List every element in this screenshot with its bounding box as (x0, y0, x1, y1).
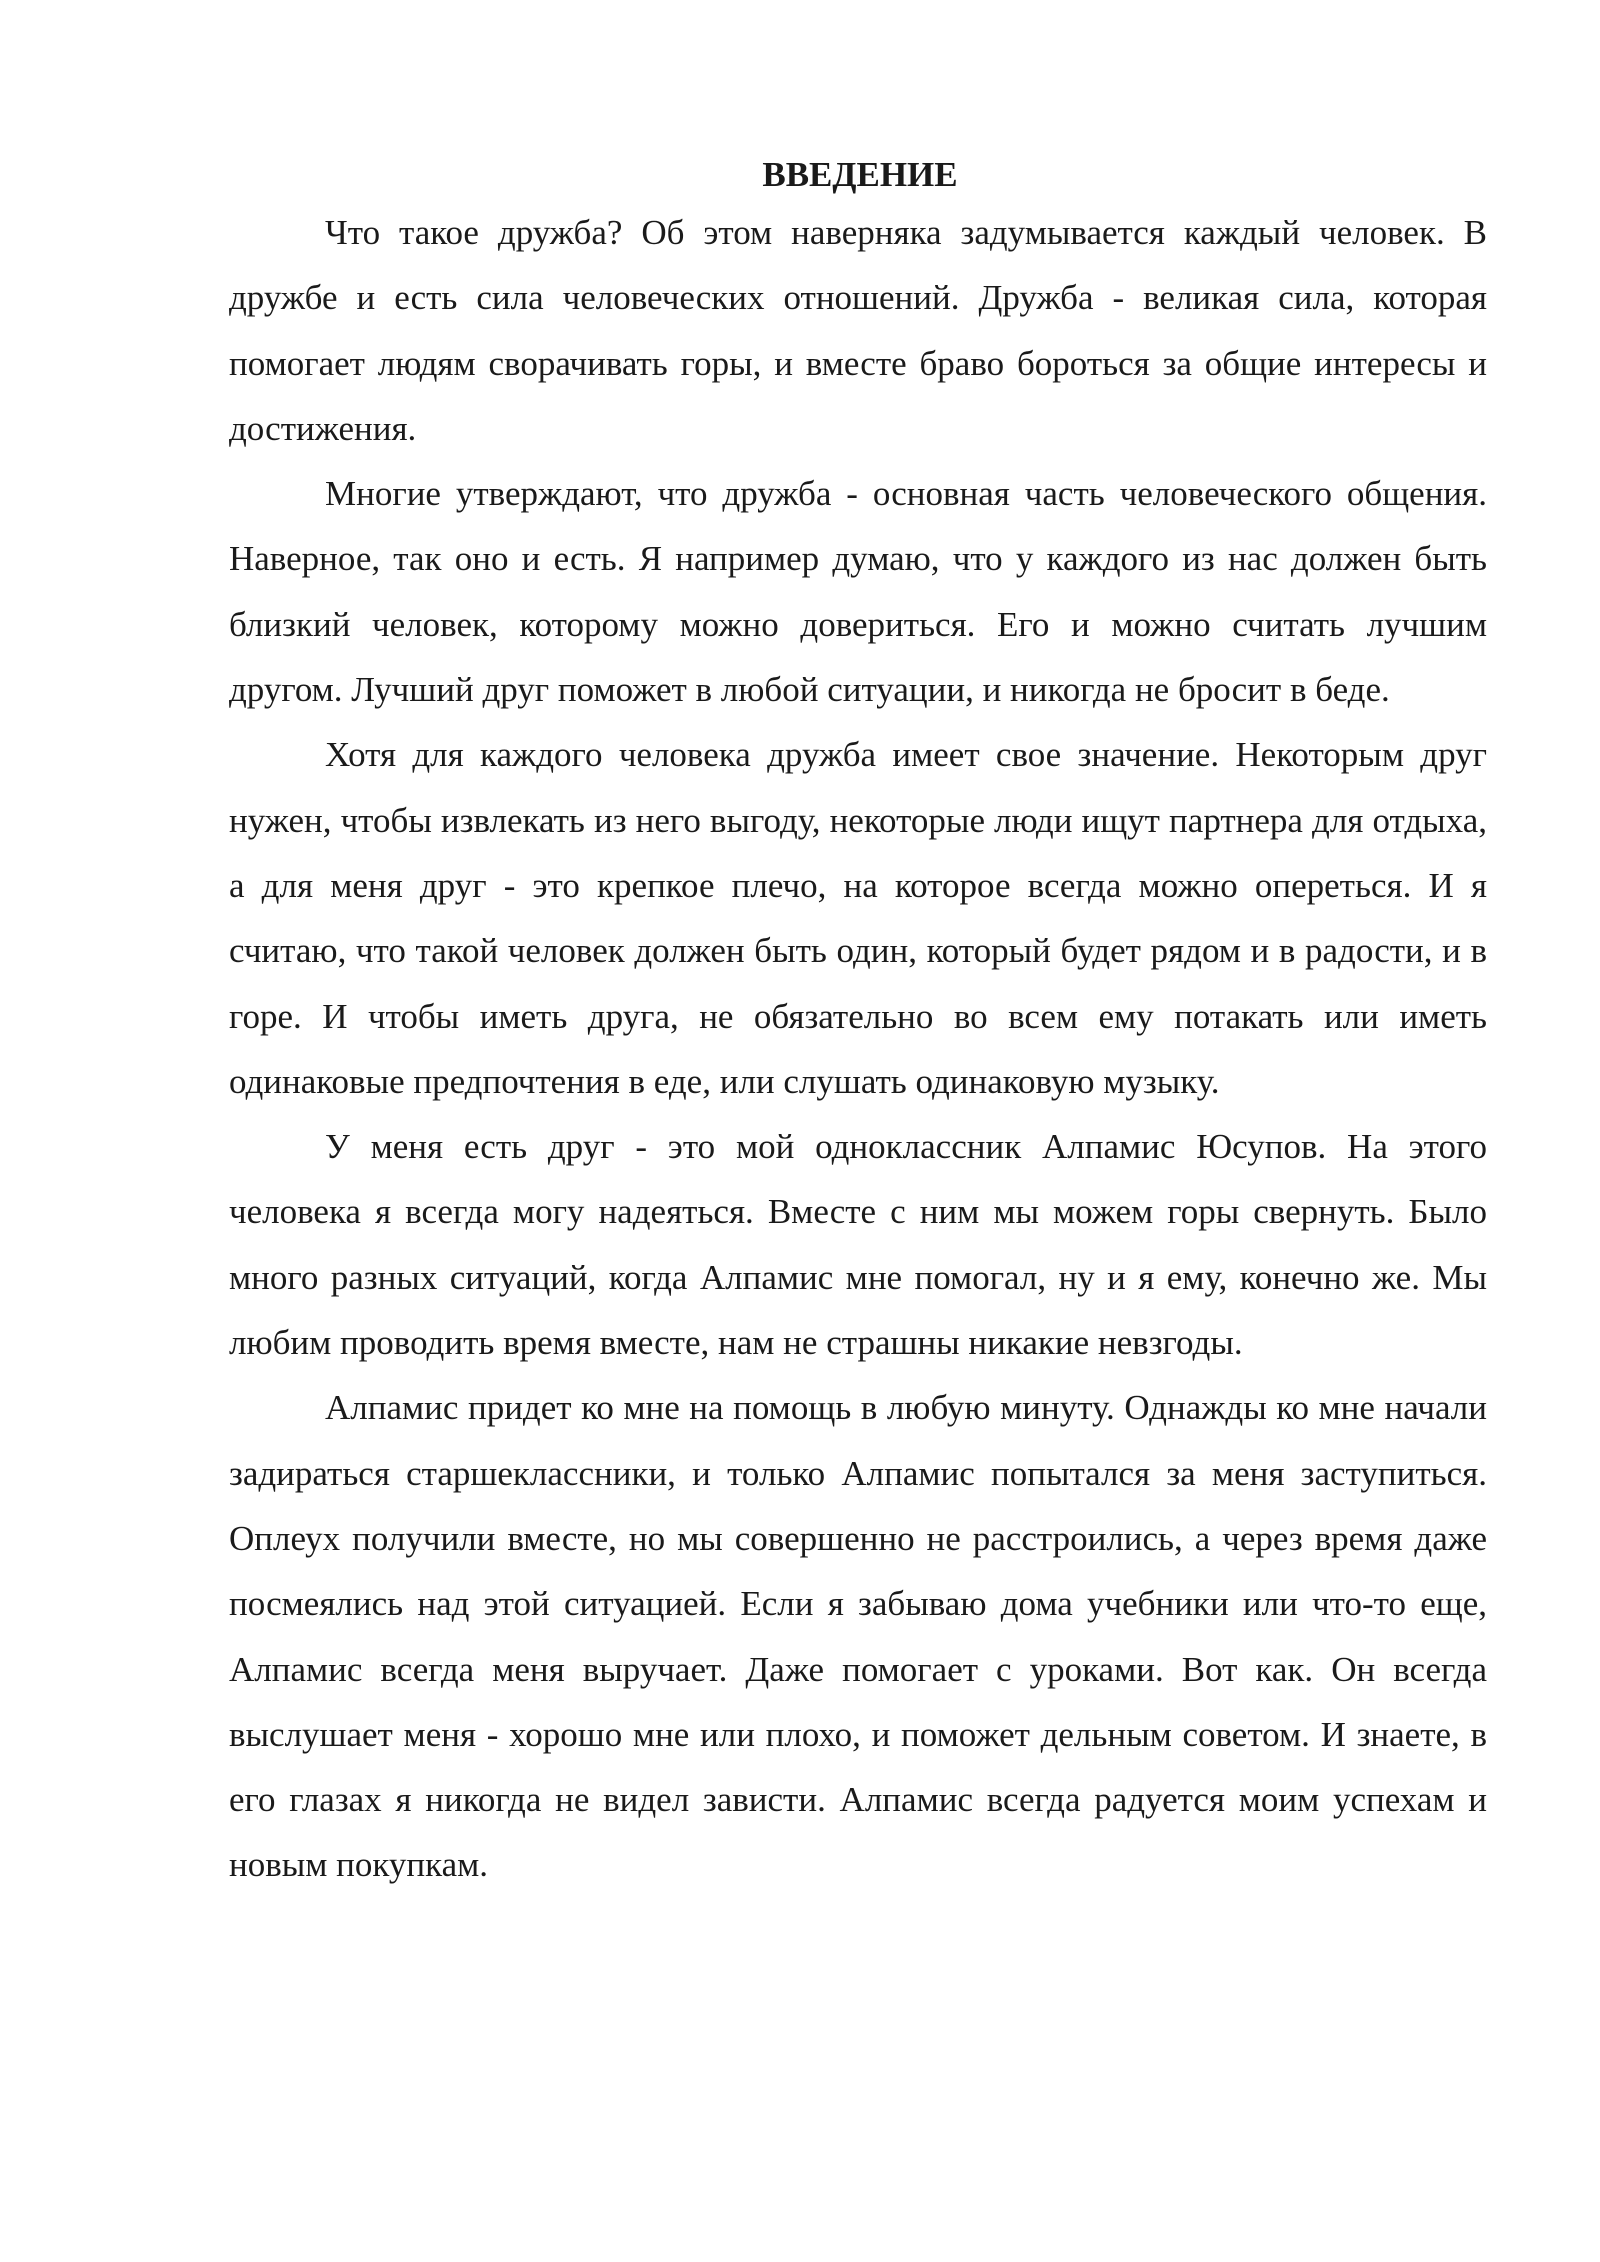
paragraph-4: У меня есть друг - это мой одноклассник Алпамис Юсупов. На этого человека я всегда могу надеяться. Вместе с ним мы можем горы свернуть. Было много разных ситуаций, когда Алпамис мне помогал, ну и я ему, конечно же. Мы любим проводить время вместе, нам не страшны никакие невзгоды. (229, 1127, 1487, 1363)
document-body (229, 150, 1487, 1898)
document-title: ВВЕДЕНИЕ (762, 155, 958, 194)
paragraph-1: Что такое дружба? Об этом наверняка задумывается каждый человек. В дружбе и есть сила человеческих отношений. Дружба - великая сила, которая помогает людям сворачивать горы, и вместе браво бороться за общие интересы и достижения. (229, 213, 1487, 448)
paragraph-3: Хотя для каждого человека дружба имеет свое значение. Некоторым друг нужен, чтобы извлекать из него выгоду, некоторые люди ищут партнера для отдыха, а для меня друг - это крепкое плечо, на которое всегда можно опереться. И я считаю, что такой человек должен быть один, который будет рядом и в радости, и в горе. И чтобы иметь друга, не обязательно во всем ему потакать или иметь одинаковые предпочтения в еде, или слушать одинаковую музыку. (229, 735, 1487, 1101)
paragraph-2: Многие утверждают, что дружба - основная часть человеческого общения. Наверное, так оно и есть. Я например думаю, что у каждого из нас должен быть близкий человек, которому можно довериться. Его и можно считать лучшим другом. Лучший друг поможет в любой ситуации, и никогда не бросит в беде. (229, 474, 1487, 710)
paragraph-5: Алпамис придет ко мне на помощь в любую минуту. Однажды ко мне начали задираться старшеклассники, и только Алпамис попытался за меня заступиться. Оплеух получили вместе, но мы совершенно не расстроились, а через время даже посмеялись над этой ситуацией. Если я забываю дома учебники или что-то еще, Алпамис всегда меня выручает. Даже помогает с уроками. Вот как. Он всегда выслушает меня - хорошо мне или плохо, и поможет дельным советом. И знаете, в его глазах я никогда не видел зависти. Алпамис всегда радуется моим успехам и новым покупкам. (229, 1388, 1487, 1885)
